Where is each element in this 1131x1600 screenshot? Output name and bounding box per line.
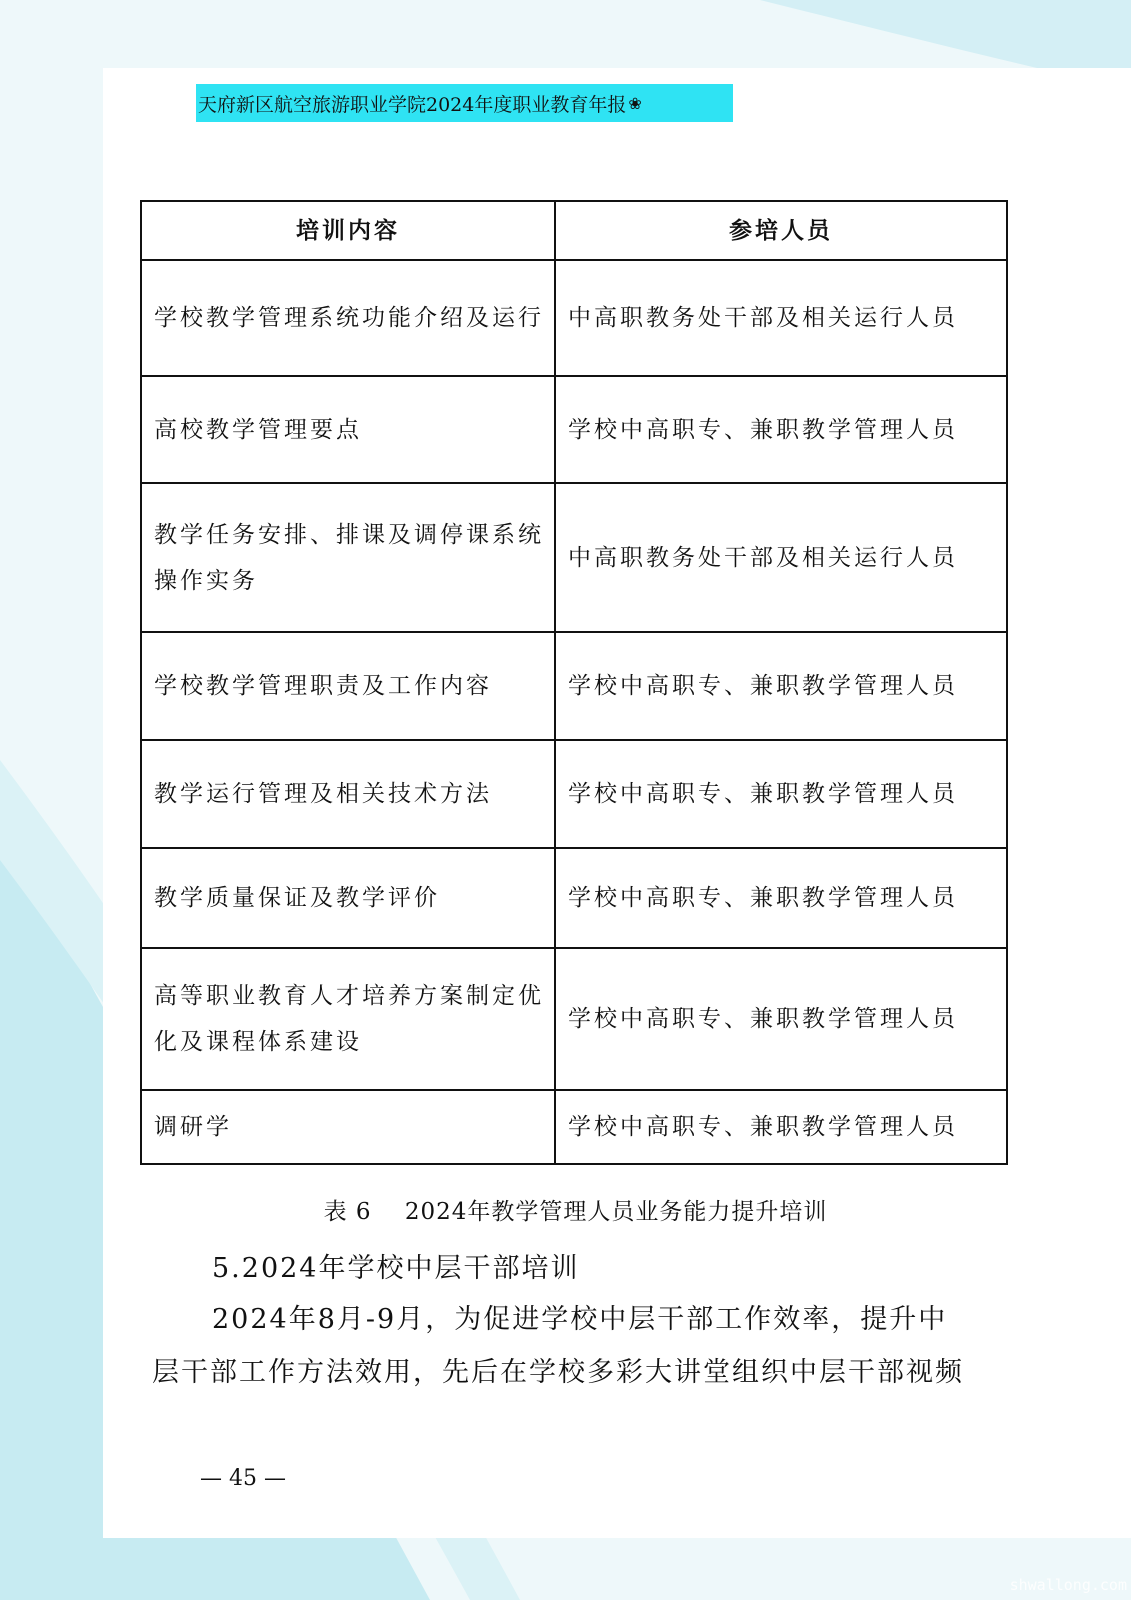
cell-participants: 中高职教务处干部及相关运行人员 bbox=[555, 483, 1007, 632]
cell-content: 调研学 bbox=[141, 1090, 555, 1164]
cell-participants: 学校中高职专、兼职教学管理人员 bbox=[555, 376, 1007, 483]
cell-content: 高校教学管理要点 bbox=[141, 376, 555, 483]
star-flower-icon: ❀ bbox=[628, 93, 642, 113]
table-row bbox=[141, 260, 1007, 376]
table-row bbox=[141, 376, 1007, 483]
cell-content: 教学质量保证及教学评价 bbox=[141, 848, 555, 948]
table-caption: 表 6 2024年教学管理人员业务能力提升培训 bbox=[323, 1199, 828, 1225]
cell-participants: 学校中高职专、兼职教学管理人员 bbox=[555, 740, 1007, 848]
cell-participants: 学校中高职专、兼职教学管理人员 bbox=[555, 948, 1007, 1090]
cell-participants: 学校中高职专、兼职教学管理人员 bbox=[555, 632, 1007, 740]
table-row bbox=[141, 848, 1007, 948]
cell-participants: 学校中高职专、兼职教学管理人员 bbox=[555, 848, 1007, 948]
paragraph-line: 层干部工作方法效用，先后在学校多彩大讲堂组织中层干部视频 bbox=[152, 1357, 964, 1388]
paragraph-line: 2024年8月-9月，为促进学校中层干部工作效率，提升中 bbox=[212, 1304, 948, 1335]
table-row bbox=[141, 483, 1007, 632]
column-header-content: 培训内容 bbox=[141, 201, 555, 260]
watermark: shwallong.com bbox=[1009, 1576, 1127, 1594]
cell-content: 教学运行管理及相关技术方法 bbox=[141, 740, 555, 848]
table-row bbox=[141, 1090, 1007, 1164]
report-header bbox=[196, 84, 733, 122]
cell-content: 学校教学管理职责及工作内容 bbox=[141, 632, 555, 740]
table-row bbox=[141, 632, 1007, 740]
training-table bbox=[140, 200, 1008, 1165]
section-heading: 5.2024年学校中层干部培训 bbox=[212, 1253, 580, 1284]
cell-content: 教学任务安排、排课及调停课系统操作实务 bbox=[141, 483, 555, 632]
cell-content: 高等职业教育人才培养方案制定优化及课程体系建设 bbox=[141, 948, 555, 1090]
cell-content: 学校教学管理系统功能介绍及运行 bbox=[141, 260, 555, 376]
column-header-participants: 参培人员 bbox=[555, 201, 1007, 260]
table-row bbox=[141, 740, 1007, 848]
page-number: — 45 — bbox=[200, 1466, 286, 1491]
cell-participants: 中高职教务处干部及相关运行人员 bbox=[555, 260, 1007, 376]
table-row bbox=[141, 948, 1007, 1090]
cell-participants: 学校中高职专、兼职教学管理人员 bbox=[555, 1090, 1007, 1164]
table-header-row bbox=[141, 201, 1007, 260]
report-title: 天府新区航空旅游职业学院2024年度职业教育年报 bbox=[198, 93, 627, 116]
